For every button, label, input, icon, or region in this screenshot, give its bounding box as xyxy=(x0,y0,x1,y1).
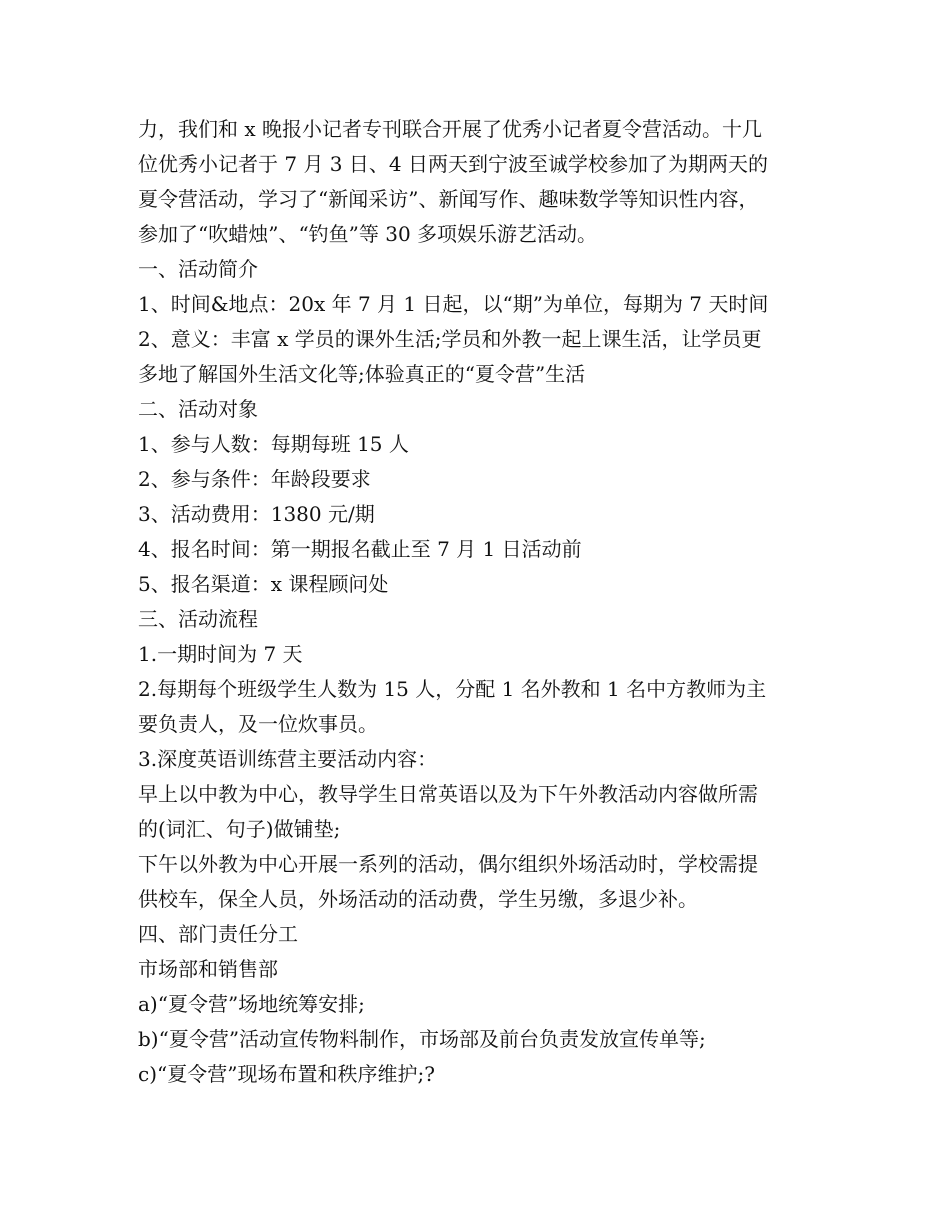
list-item: 3、活动费用：1380 元/期 xyxy=(138,502,375,526)
list-item-continuation: 要负责人，及一位炊事员。 xyxy=(138,712,378,736)
list-item: 1、时间&地点：20x 年 7 月 1 日起，以“期”为单位，每期为 7 天时间 xyxy=(138,292,769,316)
paragraph-line: 位优秀小记者于 7 月 3 日、4 日两天到宁波至诚学校参加了为期两天的 xyxy=(138,152,768,176)
list-item: 3.深度英语训练营主要活动内容： xyxy=(138,747,438,771)
paragraph-line: 下午以外教为中心开展一系列的活动，偶尔组织外场活动时，学校需提 xyxy=(138,852,758,876)
list-item: 1.一期时间为 7 天 xyxy=(138,642,303,666)
list-item: 2.每期每个班级学生人数为 15 人，分配 1 名外教和 1 名中方教师为主 xyxy=(138,677,767,701)
list-item: 1、参与人数：每期每班 15 人 xyxy=(138,432,409,456)
section-heading: 四、部门责任分工 xyxy=(138,922,298,946)
list-item: 2、意义：丰富 x 学员的课外生活;学员和外教一起上课生活，让学员更 xyxy=(138,327,762,351)
paragraph-line: 供校车，保全人员，外场活动的活动费，学生另缴，多退少补。 xyxy=(138,887,698,911)
document-body xyxy=(138,112,828,1092)
paragraph-line: 的(词汇、句子)做铺垫; xyxy=(138,817,341,841)
list-item: a)“夏令营”场地统筹安排; xyxy=(138,992,365,1016)
section-heading: 一、活动简介 xyxy=(138,257,258,281)
list-item: b)“夏令营”活动宣传物料制作，市场部及前台负责发放宣传单等; xyxy=(138,1027,706,1051)
list-item-continuation: 多地了解国外生活文化等;体验真正的“夏令营”生活 xyxy=(138,362,586,386)
list-item: c)“夏令营”现场布置和秩序维护;? xyxy=(138,1062,435,1086)
section-heading: 三、活动流程 xyxy=(138,607,258,631)
section-heading: 二、活动对象 xyxy=(138,397,258,421)
list-item: 2、参与条件：年龄段要求 xyxy=(138,467,371,491)
list-item: 5、报名渠道：x 课程顾问处 xyxy=(138,572,389,596)
paragraph-line: 力，我们和 x 晚报小记者专刊联合开展了优秀小记者夏令营活动。十几 xyxy=(138,117,762,141)
paragraph-line: 早上以中教为中心，教导学生日常英语以及为下午外教活动内容做所需 xyxy=(138,782,758,806)
list-item: 4、报名时间：第一期报名截止至 7 月 1 日活动前 xyxy=(138,537,582,561)
paragraph-line: 参加了“吹蜡烛”、“钓鱼”等 30 多项娱乐游艺活动。 xyxy=(138,222,598,246)
subsection-heading: 市场部和销售部 xyxy=(138,957,278,981)
paragraph-line: 夏令营活动，学习了“新闻采访”、新闻写作、趣味数学等知识性内容， xyxy=(138,187,759,211)
